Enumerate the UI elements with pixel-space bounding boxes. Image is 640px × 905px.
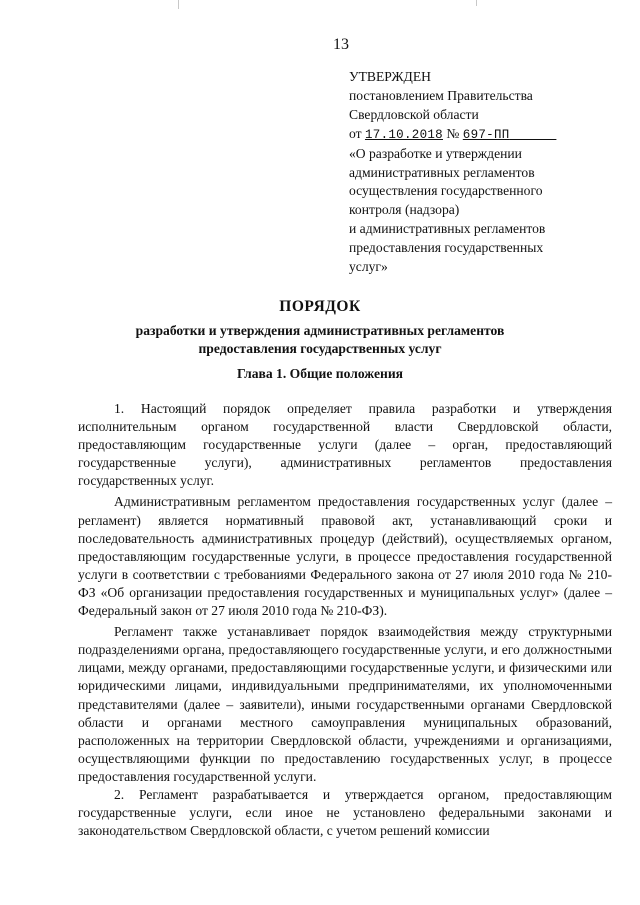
paragraph: 1. Настоящий порядок определяет правила разработки и утверждения исполнительным органом государственной власти Свердловской области, предоставляющим государственные услуги (далее – орган, предоставляющий государственные услуги), административных регламентов предоставления государственных услуг. <box>78 401 612 489</box>
document-body <box>78 400 612 840</box>
scan-artifact <box>178 0 179 9</box>
document-subtitle-line: предоставления государственных услуг <box>198 341 442 356</box>
chapter-heading: Глава 1. Общие положения <box>236 366 404 381</box>
paragraph: 2. Регламент разрабатывается и утверждается органом, предоставляющим государственные услуги, если иное не установлено федеральными законами и законодательством Свердловской области, с учетом решений комиссии <box>78 786 612 839</box>
approval-line: УТВЕРЖДЕН <box>349 69 431 84</box>
decree-title-line: контроля (надзора) <box>349 202 460 218</box>
number-underline-tail <box>510 128 557 142</box>
document-subtitle-line: разработки и утверждения административных регламентов <box>135 323 505 338</box>
document-title: ПОРЯДОК <box>279 298 361 315</box>
approval-line: Свердловской области <box>349 106 479 122</box>
decree-title-line: осуществления государственного <box>349 183 543 199</box>
document-title-block <box>0 298 640 358</box>
date-prefix: от <box>349 125 362 141</box>
paragraph: Регламент также устанавливает порядок взаимодействия между структурными подразделениями органа, предоставляющего государственные услуги, и его должностными лицами, между органами, предоставляющими государственные услуги, и физическими или юридическими лицами, индивидуальными предпринимателями, их уполномоченными представителями (далее – заявители), иными государственными органами Свердловской области и органами местного самоуправления муниципальных образований, расположенных на территории Свердловской области, учреждениями и организациями, осуществляющими функции по предоставлению государственных услуг, в процессе предоставления государственной услуги. <box>78 624 612 784</box>
decree-title-line: услуг» <box>349 259 388 275</box>
scan-artifact <box>476 0 477 6</box>
paragraph: Административным регламентом предоставления государственных услуг (далее – регламент) является нормативный правовой акт, устанавливающий сроки и последовательность административных процедур (действий), осуществляемых органом, предоставляющим государственные услуги, в процессе предоставления государственной услуги в соответствии с требованиями Федерального закона от 27 июля 2010 года № 210-ФЗ «Об организации предоставления государственных и муниципальных услуг» (далее – Федеральный закон от 27 июля 2010 года № 210-ФЗ). <box>78 494 612 619</box>
decree-title-line: предоставления государственных <box>349 240 544 256</box>
decree-title-line: административных регламентов <box>349 164 535 180</box>
approval-number: 697-ПП <box>462 127 510 142</box>
decree-title-line: «О разработке и утверждении <box>349 145 522 161</box>
page-number: 13 <box>333 36 349 53</box>
approval-stamp-block <box>349 68 609 277</box>
number-sign: № <box>446 125 460 141</box>
approval-date-line <box>349 125 609 145</box>
approval-line: постановлением Правительства <box>349 87 533 103</box>
decree-title-line: и административных регламентов <box>349 221 546 237</box>
approval-date: 17.10.2018 <box>364 127 443 142</box>
